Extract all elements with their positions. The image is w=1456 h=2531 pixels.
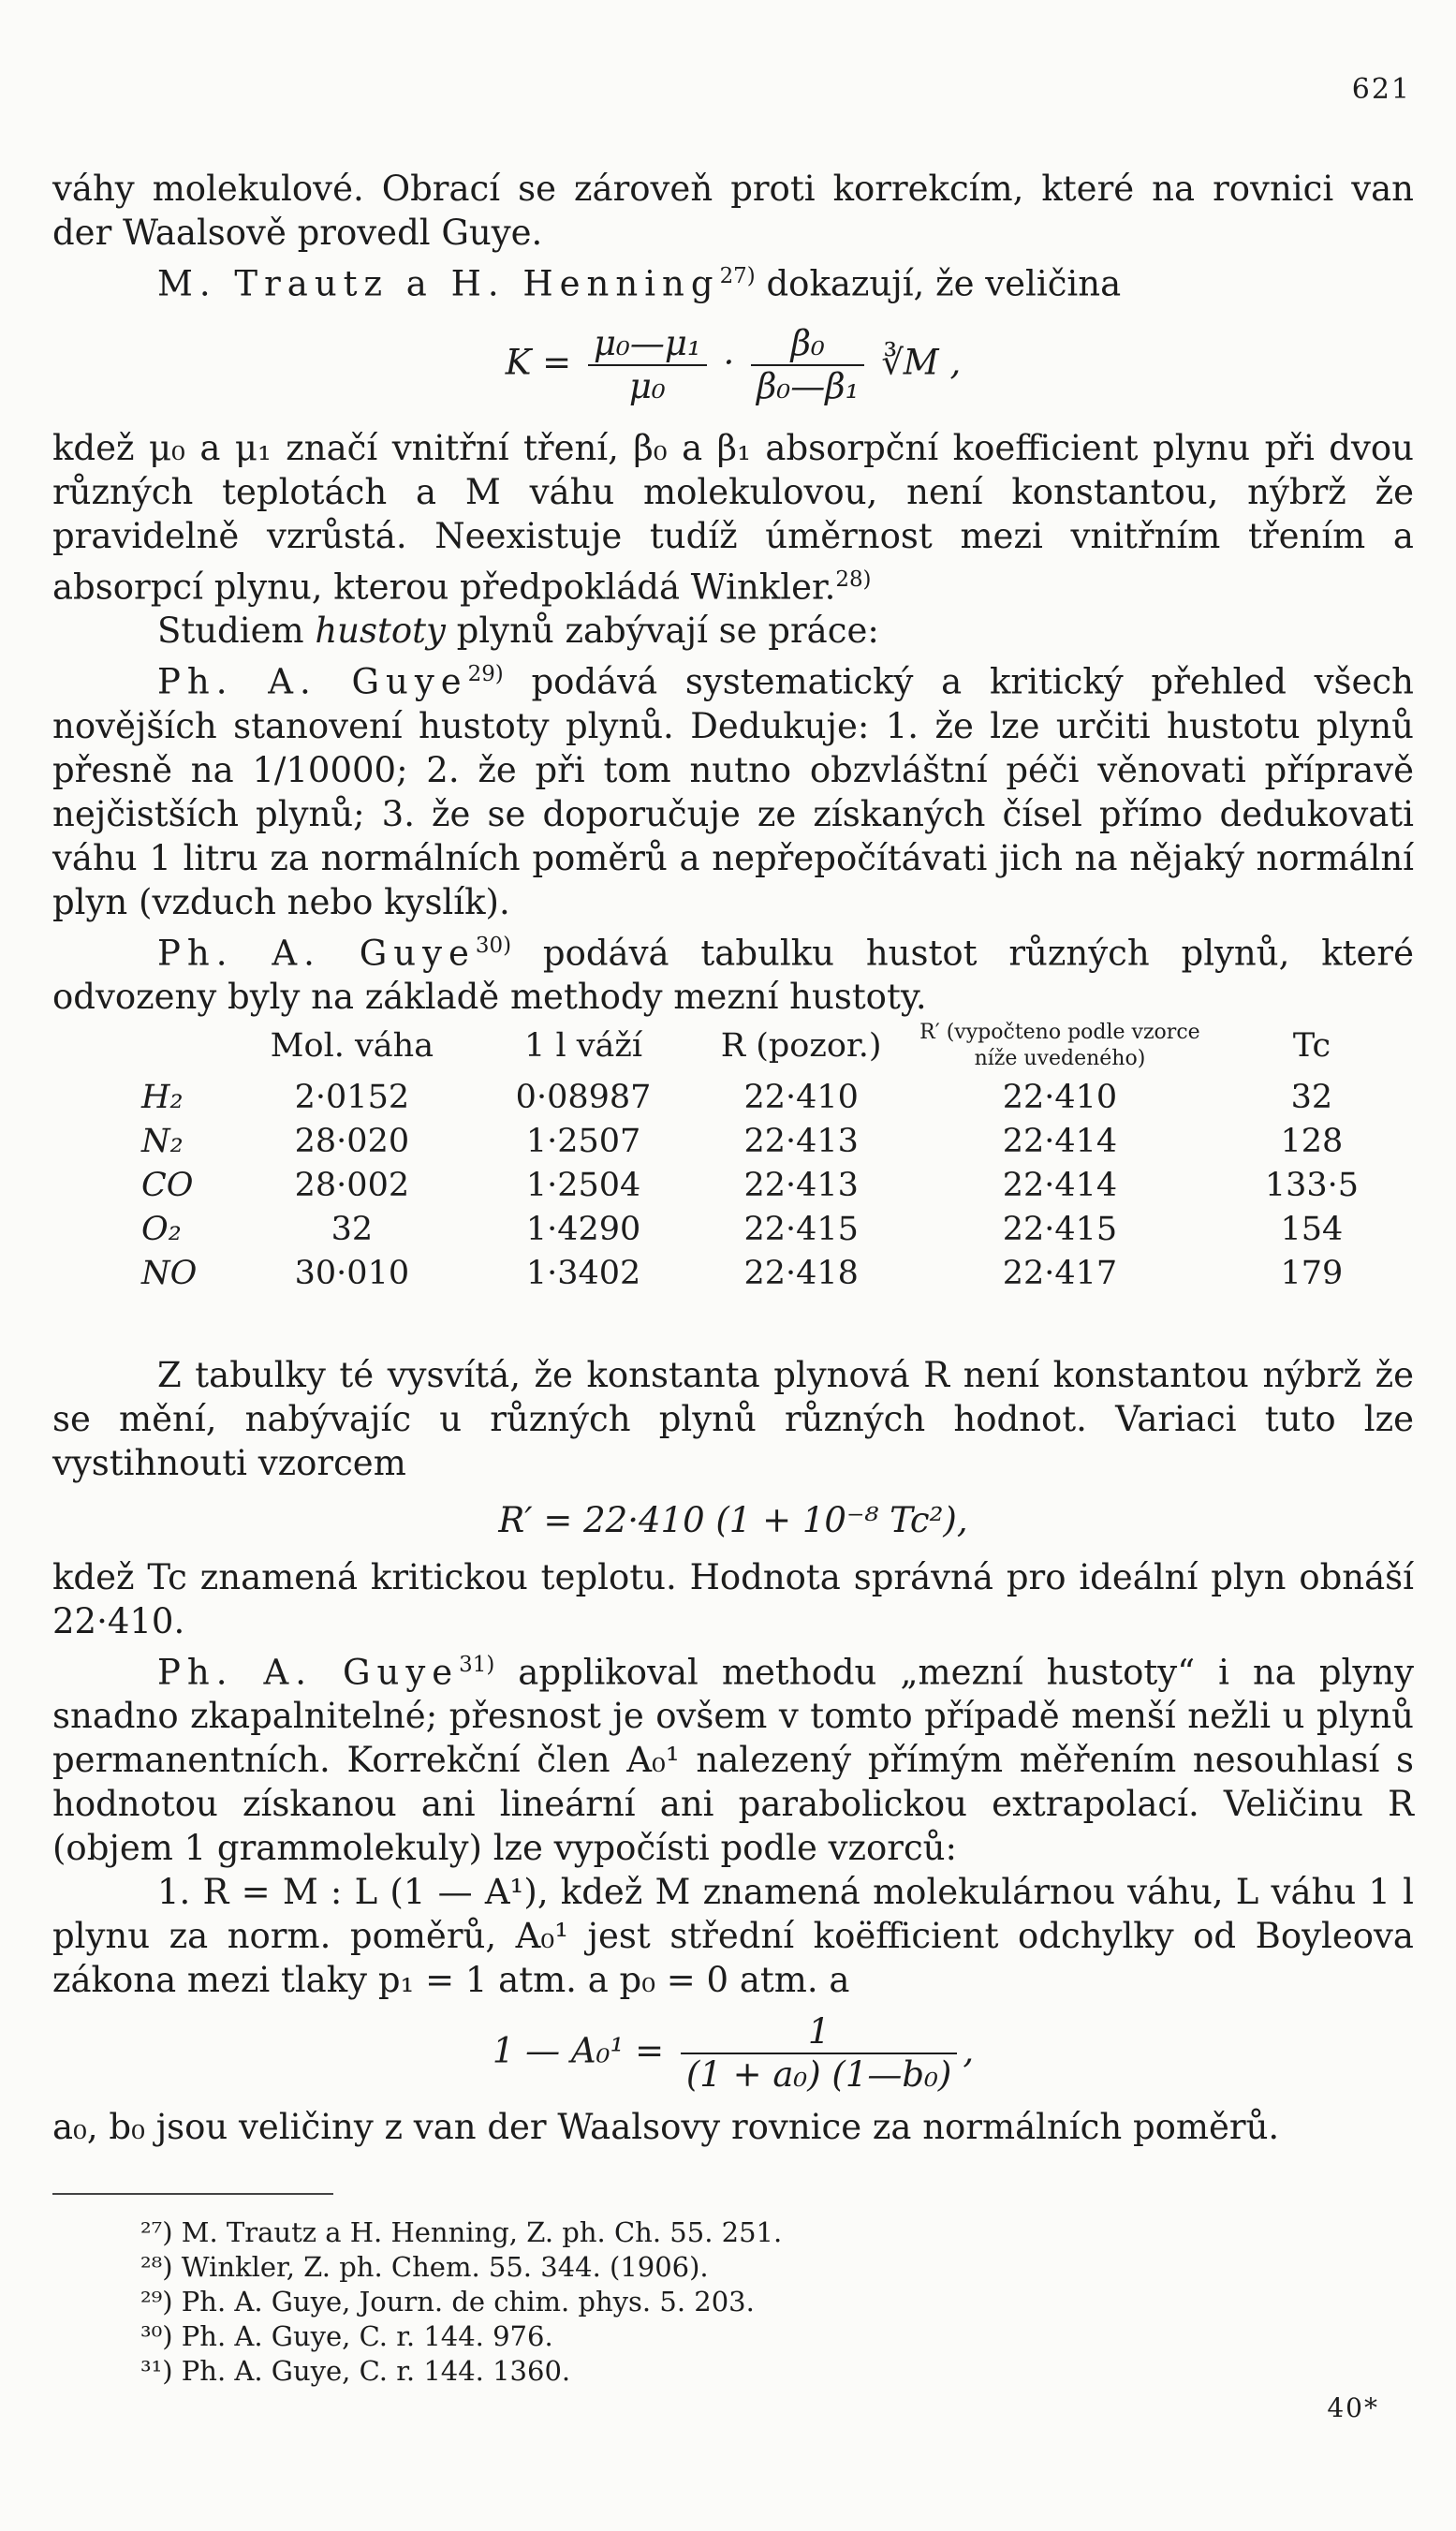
gas-name-cell: N₂ [141,1123,184,1160]
fraction-mu: $\frac{\text{μ₀—μ₁}}{\text{μ₀}}$ [588,323,707,407]
table-cell: 2·0152 [294,1079,410,1116]
body-text-top [52,167,1414,305]
footnote-ref-29: 29) [467,662,504,687]
table-cell: 1·2504 [525,1167,641,1204]
table-cell: 1·4290 [525,1211,641,1248]
footnote-31: ³¹) Ph. A. Guye, C. r. 144. 1360. [140,2355,571,2387]
table-cell: 30·010 [294,1255,410,1292]
gas-name-cell: H₂ [141,1079,184,1116]
table-row [52,1164,1414,1208]
footnote-30: ³⁰) Ph. A. Guye, C. r. 144. 976. [140,2320,553,2352]
gas-name-cell: CO [141,1167,194,1204]
table-cell: 32 [1290,1079,1333,1116]
paragraph-2: M. Trautz a H. Henning$^{27)}$ dokazují, že veličina [157,263,1122,304]
table-row [52,1208,1414,1252]
table-row [52,1252,1414,1296]
footnote-ref-28: 28) [835,567,872,592]
table-cell: 179 [1280,1255,1344,1292]
paragraph-3: kdež μ₀ a μ₁ značí vnitřní tření, β₀ a β₁ absorpční koefficient plynu při dvou různých teplotách a M váhu molekulovou, není konstantou, nýbrž že pravidelně vzrůstá. Neexistuje tudíž úměrnost mezi vnitřním třením a absorpcí plynu, kterou předpokládá Winkler.$^{28)}$ [52,428,1414,608]
table-row [52,1120,1414,1164]
footnote-28: ²⁸) Winkler, Z. ph. Chem. 55. 344. (1906). [140,2251,709,2283]
paragraph-5: Ph. A. Guye$^{29)}$ podává systematický a kritický přehled všech novějších stanovení hustoty plynů. Dedukuje: 1. že lze určiti hustotu plynů přesně na 1/10000; 2. že při tom nutno obzvláštní péči věnovati přípravě nejčistších plynů; 3. že se doporučuje ze získaných čísel přímo dedukovati váhu 1 litru za normálních poměrů a nepřepočítávati jich na nějaký normální plyn (vzduch nebo kyslík). [52,661,1414,922]
formula-k: K = $\frac{\text{μ₀—μ₁}}{\text{μ₀}}$ · $\frac{\text{β₀}}{\text{β₀—β₁}}$ ∛M , [505,323,962,406]
footnotes [140,2215,782,2389]
table-cell: 22·415 [743,1211,859,1248]
table-row [52,1076,1414,1120]
col-r-computed: R′ (vypočteno podle vzorce níže uvedeného) [919,1021,1200,1070]
col-mol-weight: Mol. váha [270,1027,434,1065]
table-cell: 1·3402 [525,1255,641,1292]
table-cell: 22·414 [1002,1167,1118,1204]
gas-name-cell: NO [141,1255,198,1292]
paragraph-9: Ph. A. Guye$^{31)}$ applikoval methodu „mezní hustoty“ i na plyny snadno zkapalnitelné; přesnost je ovšem v tomto případě menší nežli u plynů permanentních. Korrekční člen A₀¹ nalezený přímým měřením nesouhlasí s hodnotou získanou ani lineární ani parabolickou extrapolací. Veličinu R (objem 1 grammolekuly) lze vypočísti podle vzorců: [52,1652,1414,1869]
formula-r: R′ = 22·410 (1 + 10⁻⁸ Tc²), [498,1500,968,1540]
table-cell: 28·020 [294,1123,410,1160]
table-cell: 22·413 [743,1123,859,1160]
col-litre-weight: 1 l váží [524,1027,643,1065]
paragraph-7: Z tabulky té vysvítá, že konstanta plynová R není konstantou nýbrž že se mění, nabývajíc u různých plynů různých hodnot. Variaci tuto lze vystihnouti vzorcem [52,1355,1414,1483]
footnote-27: ²⁷) M. Trautz a H. Henning, Z. ph. Ch. 55. 251. [140,2216,783,2248]
paragraph-6: Ph. A. Guye$^{30)}$ podává tabulku hustot různých plynů, které odvozeny byly na základě methody mezní hustoty. [52,932,1414,1017]
table-cell: 22·413 [743,1167,859,1204]
body-text-middle [52,426,1414,1019]
signature-mark: 40* [1327,2392,1379,2423]
table-cell: 32 [331,1211,374,1248]
footnote-ref-30: 30) [475,933,512,958]
paragraph-8: kdež Tc znamená kritickou teplotu. Hodnota správná pro ideální plyn obnáší 22·410. [52,1557,1414,1641]
table-cell: 28·002 [294,1167,410,1204]
formula-k-lhs: K = [505,342,572,383]
footnote-separator [52,2193,333,2195]
fraction-beta: $\frac{\text{β₀}}{\text{β₀—β₁}}$ [751,323,864,407]
table-cell: 154 [1280,1211,1344,1248]
formula-k-root: ∛M , [881,342,962,383]
table-cell: 1·2507 [525,1123,641,1160]
table-cell: 22·414 [1002,1123,1118,1160]
table-cell: 128 [1280,1123,1344,1160]
paragraph-1: váhy molekulové. Obrací se zároveň proti korrekcím, které na rovnici van der Waalsově provedl Guye. [52,169,1414,253]
gas-density-table [52,1016,1414,1296]
paragraph-10: 1. R = M : L (1 — A¹), kdež M znamená molekulárnou váhu, L váhu 1 l plynu za norm. poměrů, A₀¹ jest střední koëfficient odchylky od Boyleova zákona mezi tlaky p₁ = 1 atm. a p₀ = 0 atm. a [52,1872,1414,2001]
table-cell: 22·410 [1002,1079,1118,1116]
footnote-29: ²⁹) Ph. A. Guye, Journ. de chim. phys. 5. 203. [140,2286,755,2318]
page-number: 621 [1351,73,1411,106]
footnote-ref-31: 31) [459,1653,495,1677]
table-cell: 22·410 [743,1079,859,1116]
col-r-observed: R (pozor.) [720,1027,882,1065]
gas-name-cell: O₂ [141,1211,182,1248]
col-critical-temp: Tc [1292,1027,1331,1065]
body-text-lower [52,1353,1414,2149]
paragraph-11: a₀, b₀ jsou veličiny z van der Waalsovy rovnice za normálních poměrů. [52,2107,1280,2148]
table-cell: 22·415 [1002,1211,1118,1248]
paragraph-4: Studiem hustoty plynů zabývají se práce: [157,611,879,652]
table-cell: 0·08987 [515,1079,652,1116]
footnote-ref-27: 27) [719,264,756,288]
fraction-a: $\frac{1}{\text{(1 + a₀) (1—b₀)}}$ [681,2011,958,2096]
table-cell: 133·5 [1264,1167,1360,1204]
table-header-row [52,1016,1414,1076]
table-cell: 22·417 [1002,1255,1118,1292]
table-cell: 22·418 [743,1255,859,1292]
formula-a: 1 — A₀¹ = $\frac{1}{\text{(1 + a₀) (1—b₀)}}$ , [492,2011,975,2096]
